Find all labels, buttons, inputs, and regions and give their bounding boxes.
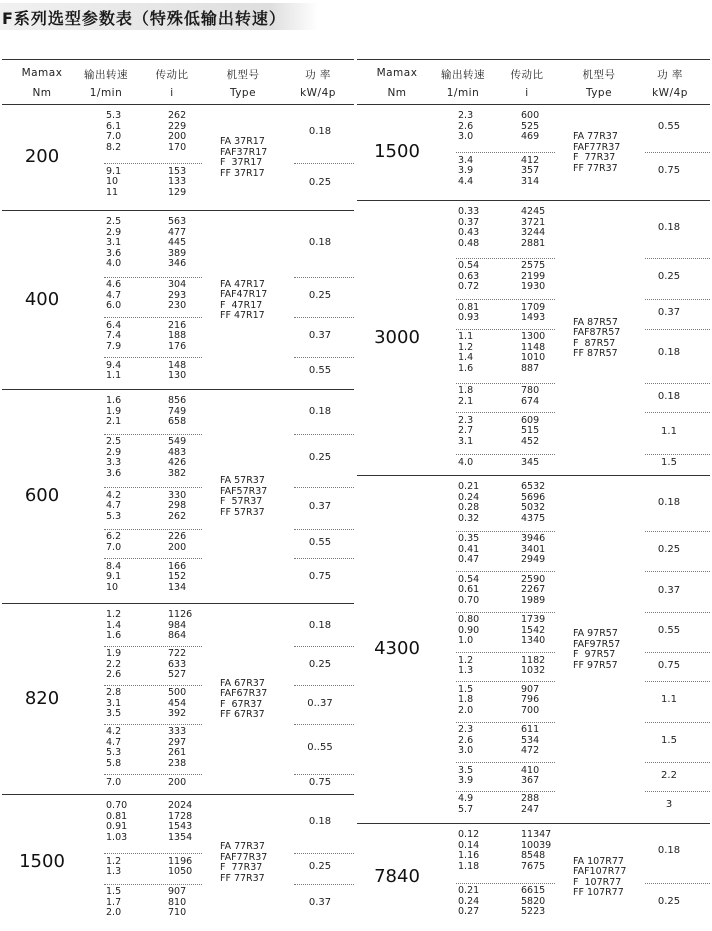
dotted-separator <box>645 329 710 330</box>
dotted-separator <box>456 652 555 653</box>
dotted-separator <box>456 531 555 532</box>
ratio-values: 304 293 230 <box>168 279 187 312</box>
speed-values: 0.21 0.24 0.28 0.32 <box>458 481 480 524</box>
ratio-values: 1709 1493 <box>521 301 546 324</box>
dotted-separator <box>104 434 202 435</box>
dotted-separator <box>294 774 354 775</box>
dotted-separator <box>456 383 555 384</box>
speed-values: 0.80 0.90 1.0 <box>458 614 480 647</box>
power-value: 0.25 <box>308 658 332 670</box>
dotted-separator <box>104 724 202 725</box>
dotted-separator <box>645 454 710 455</box>
header-torque-unit: Nm <box>32 87 52 99</box>
ratio-values: 288 247 <box>521 793 540 815</box>
header-speed: 输出转速 <box>84 69 128 81</box>
speed-values: 0.70 0.81 0.91 1.03 <box>106 800 128 843</box>
speed-values: 9.4 1.1 <box>106 359 122 382</box>
speed-values: 2.3 2.6 3.0 <box>458 724 474 757</box>
header-ratio-unit: i <box>170 87 174 99</box>
speed-values: 1.8 2.1 <box>458 385 474 407</box>
dotted-separator <box>104 646 202 647</box>
ratio-values: 600 525 469 <box>521 110 540 142</box>
power-value: 0.75 <box>657 165 681 177</box>
ratio-values: 412 357 314 <box>521 154 540 187</box>
speed-values: 1.5 1.7 2.0 <box>106 886 122 918</box>
ratio-values: 410 367 <box>521 764 540 787</box>
speed-values: 2.3 2.7 3.1 <box>458 414 474 447</box>
torque-group <box>2 794 354 931</box>
ratio-values: 153 133 129 <box>168 165 187 198</box>
power-value: 0.18 <box>657 347 681 359</box>
dotted-separator <box>456 299 555 300</box>
speed-values: 4.0 <box>458 456 474 468</box>
power-value: 0.18 <box>657 845 681 856</box>
dotted-separator <box>645 152 710 153</box>
header-power: 功 率 <box>657 69 683 81</box>
power-value: 0.18 <box>308 237 332 249</box>
dotted-separator <box>294 163 354 164</box>
dotted-separator <box>456 152 555 153</box>
header-ratio: 传动比 <box>510 69 544 81</box>
model-types: FA 57R37 FAF57R37 F 57R37 FF 57R37 <box>220 475 268 518</box>
torque-group <box>357 475 710 824</box>
power-value: 0.18 <box>308 619 332 631</box>
speed-values: 4.6 4.7 6.0 <box>106 279 122 312</box>
power-value: 0.75 <box>308 776 332 788</box>
dotted-separator <box>645 652 710 653</box>
power-value: 0.37 <box>308 330 332 342</box>
header-type-unit: Type <box>585 87 613 99</box>
torque-group <box>2 210 354 390</box>
ratio-values: 6615 5820 5223 <box>521 885 546 918</box>
power-value: 0.25 <box>657 270 681 282</box>
torque-value: 820 <box>24 687 60 709</box>
ratio-values: 330 298 262 <box>168 489 187 522</box>
dotted-separator <box>645 299 710 300</box>
dotted-separator <box>104 853 202 854</box>
speed-values: 4.9 5.7 <box>458 793 474 815</box>
dotted-separator <box>645 722 710 723</box>
speed-values: 2.5 2.9 3.3 3.6 <box>106 436 122 479</box>
dotted-separator <box>645 681 710 682</box>
speed-values: 1.6 1.9 2.1 <box>106 395 122 427</box>
power-value: 0.37 <box>308 500 332 512</box>
power-value: 0.18 <box>657 222 681 233</box>
speed-values: 0.54 0.61 0.70 <box>458 573 480 606</box>
ratio-values: 611 534 472 <box>521 724 540 757</box>
header-power: 功 率 <box>305 69 331 81</box>
dotted-separator <box>456 454 555 455</box>
power-value: 1.1 <box>661 425 677 437</box>
ratio-values: 500 454 392 <box>168 687 187 720</box>
header-type-unit: Type <box>229 87 257 99</box>
torque-value: 200 <box>24 146 60 167</box>
model-types: FA 107R77 FAF107R77 F 107R77 FF 107R77 <box>573 855 627 898</box>
dotted-separator <box>645 612 710 613</box>
power-value: 0.75 <box>657 660 681 672</box>
ratio-values: 148 130 <box>168 359 187 382</box>
header-power-unit: kW/4p <box>300 87 336 99</box>
power-value: 0.55 <box>657 120 681 132</box>
dotted-separator <box>294 529 354 530</box>
speed-values: 4.2 4.7 5.3 5.8 <box>106 726 122 769</box>
speed-values: 3.5 3.9 <box>458 764 474 787</box>
ratio-values: 722 633 527 <box>168 648 187 681</box>
torque-value: 400 <box>24 288 60 310</box>
dotted-separator <box>104 529 202 530</box>
speed-values: 7.0 <box>106 776 122 788</box>
header-type: 机型号 <box>582 69 616 81</box>
speed-values: 1.5 1.8 2.0 <box>458 683 474 716</box>
dotted-separator <box>294 853 354 854</box>
header-type: 机型号 <box>226 69 260 81</box>
power-value: 0.18 <box>308 126 332 137</box>
dotted-separator <box>456 612 555 613</box>
speed-values: 2.3 2.6 3.0 <box>458 110 474 142</box>
power-value: 0.55 <box>308 536 332 548</box>
ratio-values: 345 <box>521 456 540 468</box>
dotted-separator <box>104 163 202 164</box>
power-value: 0.25 <box>657 544 681 556</box>
dotted-separator <box>104 277 202 278</box>
ratio-values: 6532 5696 5032 4375 <box>521 481 546 524</box>
dotted-separator <box>645 762 710 763</box>
title-bar <box>0 0 712 32</box>
power-value: 0.37 <box>657 584 681 596</box>
header-torque: Mamax <box>21 67 63 79</box>
power-value: 0..37 <box>307 697 333 709</box>
torque-value: 600 <box>24 485 60 506</box>
dotted-separator <box>294 724 354 725</box>
speed-values: 0.33 0.37 0.43 0.48 <box>458 206 480 249</box>
power-value: 1.5 <box>661 734 677 746</box>
torque-group <box>357 104 710 201</box>
dotted-separator <box>104 558 202 559</box>
header-speed: 输出转速 <box>441 69 485 81</box>
ratio-values: 563 477 445 389 346 <box>168 216 187 269</box>
speed-values: 1.2 1.4 1.6 <box>106 609 122 641</box>
header-torque: Mamax <box>376 67 418 79</box>
header-speed-unit: 1/min <box>446 87 480 99</box>
dotted-separator <box>104 774 202 775</box>
speed-values: 0.35 0.41 0.47 <box>458 533 480 566</box>
speed-values: 5.3 6.1 7.0 8.2 <box>106 110 122 153</box>
ratio-values: 3946 3401 2949 <box>521 533 546 566</box>
dotted-separator <box>294 685 354 686</box>
dotted-separator <box>645 571 710 572</box>
power-value: 0.37 <box>308 896 332 908</box>
ratio-values: 262 229 200 170 <box>168 110 187 153</box>
power-value: 0.18 <box>657 390 681 402</box>
table-header <box>357 59 710 103</box>
header-power-unit: kW/4p <box>652 87 688 99</box>
header-torque-unit: Nm <box>387 87 407 99</box>
dotted-separator <box>645 791 710 792</box>
speed-values: 2.8 3.1 3.5 <box>106 687 122 720</box>
power-value: 0..55 <box>307 742 333 754</box>
ratio-values: 1126 984 864 <box>168 609 193 641</box>
torque-group <box>357 823 710 931</box>
ratio-values: 907 810 710 <box>168 886 187 918</box>
power-value: 0.18 <box>308 405 332 417</box>
dotted-separator <box>456 329 555 330</box>
ratio-values: 1196 1050 <box>168 855 193 878</box>
dotted-separator <box>456 762 555 763</box>
speed-values: 6.4 7.4 7.9 <box>106 319 122 352</box>
power-value: 0.18 <box>657 497 681 508</box>
header-speed-unit: 1/min <box>89 87 123 99</box>
dotted-separator <box>104 357 202 358</box>
model-types: FA 67R37 FAF67R37 F 67R37 FF 67R37 <box>220 677 268 720</box>
ratio-values: 216 188 176 <box>168 319 187 352</box>
power-value: 1.5 <box>661 456 677 468</box>
torque-value: 1500 <box>374 141 420 162</box>
power-value: 0.25 <box>657 896 681 908</box>
ratio-values: 200 <box>168 776 187 788</box>
dotted-separator <box>645 383 710 384</box>
dotted-separator <box>294 434 354 435</box>
model-types: FA 77R37 FAF77R37 F 77R37 FF 77R37 <box>220 841 268 884</box>
power-value: 3 <box>665 798 673 810</box>
speed-values: 0.81 0.93 <box>458 301 480 324</box>
power-value: 0.75 <box>308 571 332 583</box>
ratio-values: 2575 2199 1930 <box>521 260 546 293</box>
power-value: 0.25 <box>308 452 332 464</box>
ratio-values: 2024 1728 1543 1354 <box>168 800 193 843</box>
dotted-separator <box>456 681 555 682</box>
ratio-values: 226 200 <box>168 531 187 553</box>
header-ratio-unit: i <box>525 87 529 99</box>
speed-values: 0.54 0.63 0.72 <box>458 260 480 293</box>
dotted-separator <box>104 685 202 686</box>
page-title: F系列选型参数表（特殊低输出转速） <box>2 9 286 28</box>
ratio-values: 856 749 658 <box>168 395 187 427</box>
power-value: 0.55 <box>657 625 681 637</box>
model-types: FA 37R17 FAF37R17 F 37R17 FF 37R17 <box>220 136 268 179</box>
torque-group <box>2 603 354 795</box>
dotted-separator <box>294 884 354 885</box>
model-types: FA 47R17 FAF47R17 F 47R17 FF 47R17 <box>220 278 268 321</box>
dotted-separator <box>456 571 555 572</box>
power-value: 0.37 <box>657 307 681 319</box>
ratio-values: 1182 1032 <box>521 654 546 677</box>
ratio-values: 333 297 261 238 <box>168 726 187 769</box>
torque-group <box>2 389 354 604</box>
speed-values: 3.4 3.9 4.4 <box>458 154 474 187</box>
table-header <box>2 59 354 103</box>
power-value: 2.2 <box>661 770 677 782</box>
speed-values: 9.1 10 11 <box>106 165 122 198</box>
ratio-values: 907 796 700 <box>521 683 540 716</box>
speed-values: 1.9 2.2 2.6 <box>106 648 122 681</box>
speed-values: 0.21 0.24 0.27 <box>458 885 480 918</box>
speed-values: 4.2 4.7 5.3 <box>106 489 122 522</box>
torque-group <box>357 200 710 476</box>
dotted-separator <box>456 722 555 723</box>
dotted-separator <box>104 317 202 318</box>
dotted-separator <box>294 487 354 488</box>
dotted-separator <box>456 412 555 413</box>
power-value: 0.25 <box>308 290 332 302</box>
speed-values: 1.2 1.3 <box>458 654 474 677</box>
ratio-values: 11347 10039 8548 7675 <box>521 829 552 872</box>
dotted-separator <box>645 531 710 532</box>
model-types: FA 97R57 FAF97R57 F 97R57 FF 97R57 <box>573 628 621 671</box>
torque-value: 4300 <box>374 638 420 659</box>
dotted-separator <box>294 317 354 318</box>
torque-value: 3000 <box>374 326 420 348</box>
ratio-values: 549 483 426 382 <box>168 436 187 479</box>
dotted-separator <box>104 884 202 885</box>
torque-value: 7840 <box>374 865 420 887</box>
speed-values: 1.1 1.2 1.4 1.6 <box>458 331 474 374</box>
ratio-values: 166 152 134 <box>168 560 187 593</box>
dotted-separator <box>645 258 710 259</box>
ratio-values: 609 515 452 <box>521 414 540 447</box>
power-value: 0.18 <box>308 816 332 827</box>
dotted-separator <box>456 883 555 884</box>
model-types: FA 87R57 FAF87R57 F 87R57 FF 87R57 <box>573 316 621 359</box>
dotted-separator <box>645 412 710 413</box>
dotted-separator <box>645 883 710 884</box>
speed-values: 6.2 7.0 <box>106 531 122 553</box>
ratio-values: 1739 1542 1340 <box>521 614 546 647</box>
speed-values: 8.4 9.1 10 <box>106 560 122 593</box>
torque-value: 1500 <box>19 851 65 872</box>
torque-group <box>2 104 354 211</box>
power-value: 0.55 <box>308 365 332 377</box>
speed-values: 2.5 2.9 3.1 3.6 4.0 <box>106 216 122 269</box>
speed-values: 1.2 1.3 <box>106 855 122 878</box>
ratio-values: 1300 1148 1010 887 <box>521 331 546 374</box>
dotted-separator <box>294 646 354 647</box>
dotted-separator <box>104 487 202 488</box>
dotted-separator <box>294 277 354 278</box>
dotted-separator <box>294 357 354 358</box>
header-ratio: 传动比 <box>155 69 189 81</box>
power-value: 0.25 <box>308 176 332 188</box>
dotted-separator <box>456 791 555 792</box>
ratio-values: 4245 3721 3244 2881 <box>521 206 546 249</box>
power-value: 1.1 <box>661 694 677 706</box>
ratio-values: 2590 2267 1989 <box>521 573 546 606</box>
ratio-values: 780 674 <box>521 385 540 407</box>
dotted-separator <box>294 558 354 559</box>
dotted-separator <box>456 258 555 259</box>
model-types: FA 77R37 FAF77R37 F 77R37 FF 77R37 <box>573 131 621 174</box>
speed-values: 0.12 0.14 1.16 1.18 <box>458 829 480 872</box>
power-value: 0.25 <box>308 861 332 873</box>
